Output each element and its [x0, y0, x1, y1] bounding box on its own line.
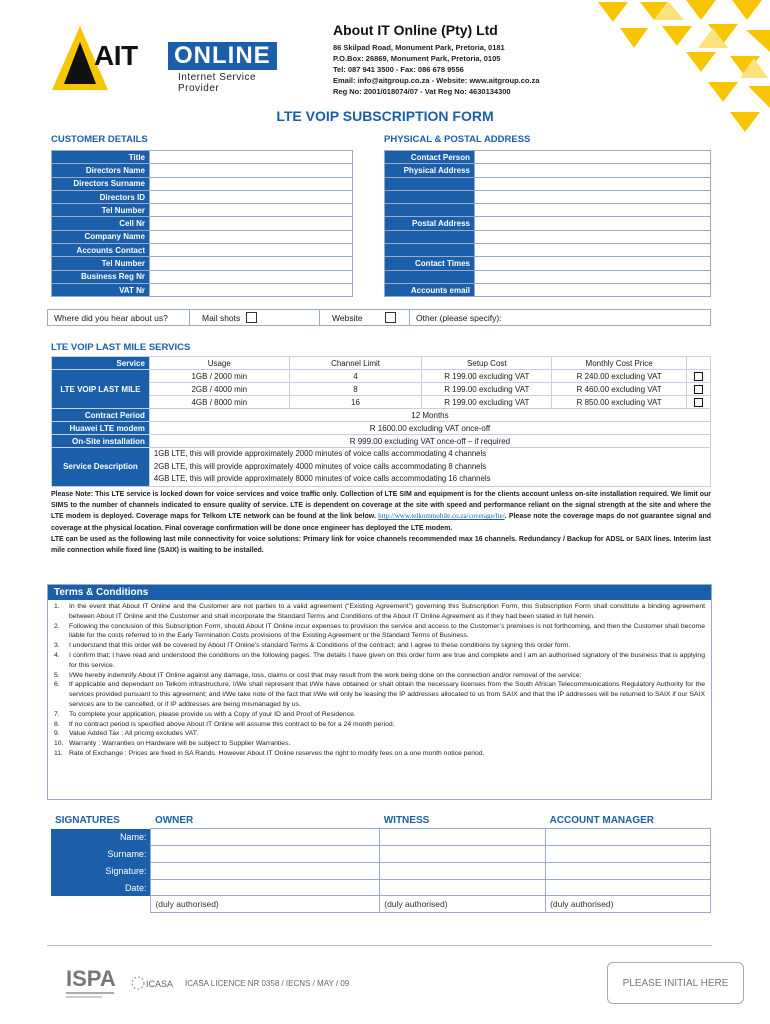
- usage-col-header: Usage: [149, 357, 289, 370]
- company-name: About IT Online (Pty) Ltd: [333, 22, 498, 38]
- logo-tagline: Internet Service Provider: [178, 72, 257, 94]
- physical-field[interactable]: [475, 164, 711, 177]
- term-number: 1.: [54, 603, 60, 610]
- term-text: I confirm that; I have read and understood the conditions on the following pages. The details I have given on this order form are true and complete and I am an authorised signatory of the business that is applying for this service.: [69, 651, 705, 669]
- manager-authorised: (duly authorised): [546, 896, 711, 913]
- icasa-logo: [128, 968, 178, 998]
- plan-checkbox[interactable]: [694, 398, 703, 407]
- table-row: [385, 257, 711, 270]
- manager-surname-field[interactable]: [546, 846, 711, 863]
- table-row: [52, 217, 353, 230]
- table-row: [52, 151, 353, 164]
- service-name: LTE VOIP LAST MILE: [52, 370, 150, 409]
- company-tel: Tel: 087 941 3500 - Fax: 086 678 9556: [333, 65, 464, 74]
- term-text: Value Added Tax : All pricing excludes VAT.: [69, 730, 199, 738]
- logo-online: ONLINE: [168, 42, 277, 70]
- coverage-link[interactable]: http://www.telkommobile.co.za/coverage/lte/: [378, 512, 505, 521]
- customer-field[interactable]: [150, 217, 353, 230]
- term-number: 6.: [54, 681, 60, 689]
- physical-field[interactable]: [475, 257, 711, 270]
- hear-about-us-row: [47, 309, 711, 326]
- logo-ait: AIT: [94, 40, 138, 71]
- table-row: [52, 283, 353, 296]
- physical-address-table: [384, 150, 711, 297]
- table-row: [385, 151, 711, 164]
- form-title: LTE VOIP SUBSCRIPTION FORM: [276, 108, 494, 124]
- monthly-cell: R 850.00 excluding VAT: [552, 396, 687, 409]
- icasa-text: ICASA: [146, 979, 174, 989]
- customer-field[interactable]: [150, 204, 353, 217]
- list-item: [54, 622, 705, 642]
- physical-label: Accounts email: [385, 283, 475, 296]
- witness-signature-field[interactable]: [380, 862, 546, 879]
- table-row: [385, 283, 711, 296]
- customer-label: VAT Nr: [52, 283, 150, 296]
- customer-label: Cell Nr: [52, 217, 150, 230]
- term-text: To complete your application, please provide us with a Copy of your ID and Proof of Residence.: [69, 710, 356, 718]
- term-number: 9.: [54, 730, 60, 738]
- witness-date-field[interactable]: [380, 879, 546, 896]
- term-number: 10.: [54, 740, 64, 748]
- company-logo: [50, 22, 290, 94]
- plan-checkbox[interactable]: [694, 372, 703, 381]
- witness-heading: WITNESS: [383, 814, 430, 826]
- ispa-logo: [66, 962, 116, 1002]
- table-row: [385, 244, 711, 257]
- lte-heading: LTE VOIP LAST MILE SERVICS: [51, 342, 191, 353]
- term-text: Following the conclusion of this Subscription Form, should About IT Online incur expenses to provision the service and access to the Customer’s premises is not forthcoming, and then the Customer shall become liable for the costs referred to in the Early Termination Costs provisions of the Existing Agreement or the Standard Terms of Business.: [69, 622, 705, 640]
- note-text-cont: . Please note the coverage maps do not guarantee signal and coverage at the physical location. Final coverage confirmation will be done once engineer has deployed the LTE modem.: [51, 513, 711, 532]
- term-text: Warranty : Warranties on Hardware will be subject to Supplier Warranties.: [69, 740, 291, 748]
- plan-checkbox[interactable]: [694, 385, 703, 394]
- table-row: [385, 217, 711, 230]
- description-line: 1GB LTE, this will provide approximately 2000 minutes of voice calls accommodating 4 channels: [153, 449, 487, 458]
- list-item: [54, 739, 705, 749]
- table-row: [385, 204, 711, 217]
- customer-details-heading: CUSTOMER DETAILS: [51, 134, 148, 145]
- owner-name-field[interactable]: [151, 829, 380, 846]
- list-item: [54, 602, 705, 622]
- ispa-logo-icon: [66, 962, 116, 1002]
- usage-cell: 4GB / 8000 min: [149, 396, 289, 409]
- table-row: [385, 270, 711, 283]
- witness-authorised: (duly authorised): [380, 896, 546, 913]
- list-item: [54, 749, 705, 759]
- customer-label: Accounts Contact: [52, 244, 150, 257]
- company-address1: 86 Skilpad Road, Monument Park, Pretoria, 0181: [333, 43, 505, 52]
- physical-address-heading: PHYSICAL & POSTAL ADDRESS: [384, 134, 531, 145]
- list-item: [54, 710, 705, 720]
- other-specify[interactable]: [410, 310, 710, 325]
- table-row: [385, 190, 711, 203]
- onsite-value: R 999.00 excluding VAT once-off – if required: [149, 435, 710, 448]
- physical-field[interactable]: [475, 230, 711, 243]
- table-row: [52, 190, 353, 203]
- licence-number: ICASA LICENCE NR 0358 / IECNS / MAY / 09: [185, 979, 350, 988]
- setup-cell: R 199.00 excluding VAT: [422, 370, 552, 383]
- physical-label: [385, 204, 475, 217]
- physical-field[interactable]: [475, 151, 711, 164]
- customer-field[interactable]: [150, 283, 353, 296]
- term-text: Rate of Exchange : Prices are fixed in SA Rands. However About IT Online reserves the right to modify fees on a one month notice period.: [69, 749, 485, 757]
- channel-cell: 8: [289, 383, 422, 396]
- table-row: [52, 244, 353, 257]
- customer-label: Tel Number: [52, 257, 150, 270]
- witness-name-field[interactable]: [380, 829, 546, 846]
- witness-surname-field[interactable]: [380, 846, 546, 863]
- customer-field[interactable]: [150, 164, 353, 177]
- table-row: [52, 177, 353, 190]
- account-manager-heading: ACCOUNT MANAGER: [549, 814, 655, 826]
- physical-label: [385, 177, 475, 190]
- customer-label: Tel Number: [52, 204, 150, 217]
- customer-field[interactable]: [150, 270, 353, 283]
- owner-signature-field[interactable]: [151, 862, 380, 879]
- mail-shots-checkbox[interactable]: [246, 312, 257, 323]
- term-text: I understand that this order will be covered by About IT Online’s standard Terms & Conditions of the contract; and I agree to these conditions by signing this order form.: [69, 642, 571, 650]
- customer-label: Title: [52, 151, 150, 164]
- physical-label: [385, 244, 475, 257]
- term-number: 8.: [54, 720, 60, 728]
- note-lte-usage: LTE can be used as the following last mile connectivity for voice solutions: Primary link for voice channels recommended max 16 channels. Redundancy / Backup for ADSL or SAIX lines. Interim last mile connection while fixed line (SAIX) is waiting to be installed.: [51, 535, 711, 555]
- term-text: If applicable and dependant on Telkom infrastructure, I/We shall represent that I/We have obtained or shall obtain the necessary licenses from the South African Telecommunications Regulatory Authority for the services provided pursuant to this agreement; and I/We take note of the fact that I/We will only be leasing the IP addresses allocated to us from SAIX and that the IP addresses will be returned to SAIX if our SAIX services are to be cancelled, or if IP addresses are being mismanaged by us.: [69, 681, 705, 708]
- setup-col-header: Setup Cost: [422, 357, 552, 370]
- term-text: In the event that About IT Online and the Customer are not parties to a valid agreement (“Existing Agreement”) governing this Subscription Form, this Subscription Form shall constitute a binding agreement between About IT Online and the Customer and shall incorporate the Standard Terms and Conditions of the About IT Online Agreement as if they had been stated in full herein.: [69, 603, 705, 620]
- table-row: [52, 204, 353, 217]
- lte-services-table: [51, 356, 711, 487]
- customer-label: Directors Surname: [52, 177, 150, 190]
- owner-surname-field[interactable]: [151, 846, 380, 863]
- manager-signature-field[interactable]: [546, 862, 711, 879]
- owner-date-field[interactable]: [151, 879, 380, 896]
- list-item: [54, 651, 705, 671]
- term-number: 4.: [54, 651, 60, 659]
- list-item: [54, 680, 705, 709]
- terms-section: [47, 584, 712, 800]
- service-note: [51, 489, 711, 556]
- icasa-logo-icon: [128, 968, 178, 998]
- select-plan-4gb[interactable]: [687, 396, 711, 409]
- list-item: [54, 641, 705, 651]
- term-number: 7.: [54, 710, 60, 718]
- initial-box[interactable]: PLEASE INITIAL HERE: [607, 962, 744, 1004]
- customer-field[interactable]: [150, 151, 353, 164]
- service-col-header: Service: [52, 357, 150, 370]
- list-item: [54, 671, 705, 681]
- physical-field[interactable]: [475, 283, 711, 296]
- owner-heading: OWNER: [154, 814, 194, 826]
- company-info: [333, 22, 593, 97]
- website-option[interactable]: [320, 310, 410, 325]
- service-description: [149, 448, 710, 487]
- table-row: [52, 370, 711, 383]
- monthly-cell: R 240.00 excluding VAT: [552, 370, 687, 383]
- physical-label: Contact Person: [385, 151, 475, 164]
- physical-field[interactable]: [475, 217, 711, 230]
- customer-field[interactable]: [150, 244, 353, 257]
- select-plan-2gb[interactable]: [687, 383, 711, 396]
- website-label: Website: [332, 312, 363, 323]
- sig-signature-label: Signature:: [51, 862, 151, 879]
- hear-about-question: Where did you hear about us?: [48, 310, 190, 325]
- table-row: [385, 230, 711, 243]
- signatures-heading: SIGNATURES: [55, 814, 120, 826]
- sig-name-label: Name:: [51, 829, 151, 846]
- physical-label: [385, 230, 475, 243]
- physical-field[interactable]: [475, 177, 711, 190]
- terms-list: [48, 600, 711, 759]
- footer-divider: [47, 945, 712, 946]
- table-row: [52, 383, 711, 396]
- customer-details-table: [51, 150, 353, 297]
- list-item: [54, 720, 705, 730]
- physical-field[interactable]: [475, 270, 711, 283]
- monthly-cell: R 460.00 excluding VAT: [552, 383, 687, 396]
- mail-shots-label: Mail shots: [202, 312, 241, 323]
- select-plan-1gb[interactable]: [687, 370, 711, 383]
- usage-cell: 2GB / 4000 min: [149, 383, 289, 396]
- term-number: 5.: [54, 671, 60, 679]
- table-row: [385, 177, 711, 190]
- channel-cell: 16: [289, 396, 422, 409]
- customer-label: Directors Name: [52, 164, 150, 177]
- description-line: 4GB LTE, this will provide approximately 8000 minutes of voice calls accommodating 16 channels: [153, 474, 491, 483]
- physical-field[interactable]: [475, 244, 711, 257]
- website-checkbox[interactable]: [385, 312, 396, 323]
- signatures-table: [51, 812, 711, 913]
- setup-cell: R 199.00 excluding VAT: [422, 383, 552, 396]
- company-reg: Reg No: 2001/018074/07 - Vat Reg No: 4630134300: [333, 87, 511, 96]
- note-text: Please Note: This LTE service is locked down for voice services and voice traffic only. Collection of LTE SIM and equipment is for the clients account unless on-site installation required. We limit our SIMS to the number of channels indicated to ensure quality of service. LTE is dependent on coverage at the site with speed and performance reliant on the signal strength at the site and where the LTE modem is deployed. Coverage maps for Telkom LTE network can be found at the link below.: [51, 491, 711, 521]
- customer-label: Business Reg Nr: [52, 270, 150, 283]
- manager-date-field[interactable]: [546, 879, 711, 896]
- customer-field[interactable]: [150, 230, 353, 243]
- physical-label: Postal Address: [385, 217, 475, 230]
- mail-shots-option[interactable]: [190, 310, 320, 325]
- physical-label: Physical Address: [385, 164, 475, 177]
- sig-surname-label: Surname:: [51, 846, 151, 863]
- term-number: 2.: [54, 622, 60, 630]
- company-address2: P.O.Box: 26869, Monument Park, Pretoria, 0105: [333, 54, 501, 63]
- customer-field[interactable]: [150, 257, 353, 270]
- sig-date-label: Date:: [51, 879, 151, 896]
- physical-label: Contact Times: [385, 257, 475, 270]
- term-text: I/We hereby indemnify About IT Online against any damage, loss, claims or cost that may result from the work being done on the connection and/or removal of the service;: [69, 671, 582, 679]
- table-row: [52, 164, 353, 177]
- physical-label: [385, 270, 475, 283]
- manager-name-field[interactable]: [546, 829, 711, 846]
- contract-period-value: 12 Months: [149, 409, 710, 422]
- usage-cell: 1GB / 2000 min: [149, 370, 289, 383]
- channel-col-header: Channel Limit: [289, 357, 422, 370]
- table-row: [52, 270, 353, 283]
- decorative-triangles-icon: [590, 0, 770, 150]
- table-row: [385, 164, 711, 177]
- contract-period-label: Contract Period: [52, 409, 150, 422]
- table-row: [52, 230, 353, 243]
- terms-heading: Terms & Conditions: [48, 585, 711, 600]
- table-row: [52, 396, 711, 409]
- term-number: 11.: [54, 749, 63, 757]
- customer-label: Company Name: [52, 230, 150, 243]
- monthly-col-header: Monthly Cost Price: [552, 357, 687, 370]
- customer-label: Directors ID: [52, 190, 150, 203]
- setup-cell: R 199.00 excluding VAT: [422, 396, 552, 409]
- physical-field[interactable]: [475, 190, 711, 203]
- onsite-label: On-Site installation: [52, 435, 150, 448]
- service-description-label: Service Description: [52, 448, 150, 487]
- list-item: [54, 729, 705, 739]
- customer-field[interactable]: [150, 190, 353, 203]
- other-specify-label: Other (please specify):: [416, 312, 502, 323]
- ispa-text: ISPA: [66, 966, 116, 991]
- customer-field[interactable]: [150, 177, 353, 190]
- owner-authorised: (duly authorised): [151, 896, 380, 913]
- modem-label: Huawei LTE modem: [52, 422, 150, 435]
- channel-cell: 4: [289, 370, 422, 383]
- term-number: 3.: [54, 642, 60, 650]
- modem-value: R 1600.00 excluding VAT once-off: [149, 422, 710, 435]
- table-row: [52, 257, 353, 270]
- company-email: Email: info@aitgroup.co.za - Website: www.aitgroup.co.za: [333, 76, 540, 85]
- physical-label: [385, 190, 475, 203]
- description-line: 2GB LTE, this will provide approximately 4000 minutes of voice calls accommodating 8 channels: [153, 461, 487, 471]
- physical-field[interactable]: [475, 204, 711, 217]
- term-text: If no contract period is specified above About IT Online will assume this contract to be for a 24 month period.: [69, 720, 395, 728]
